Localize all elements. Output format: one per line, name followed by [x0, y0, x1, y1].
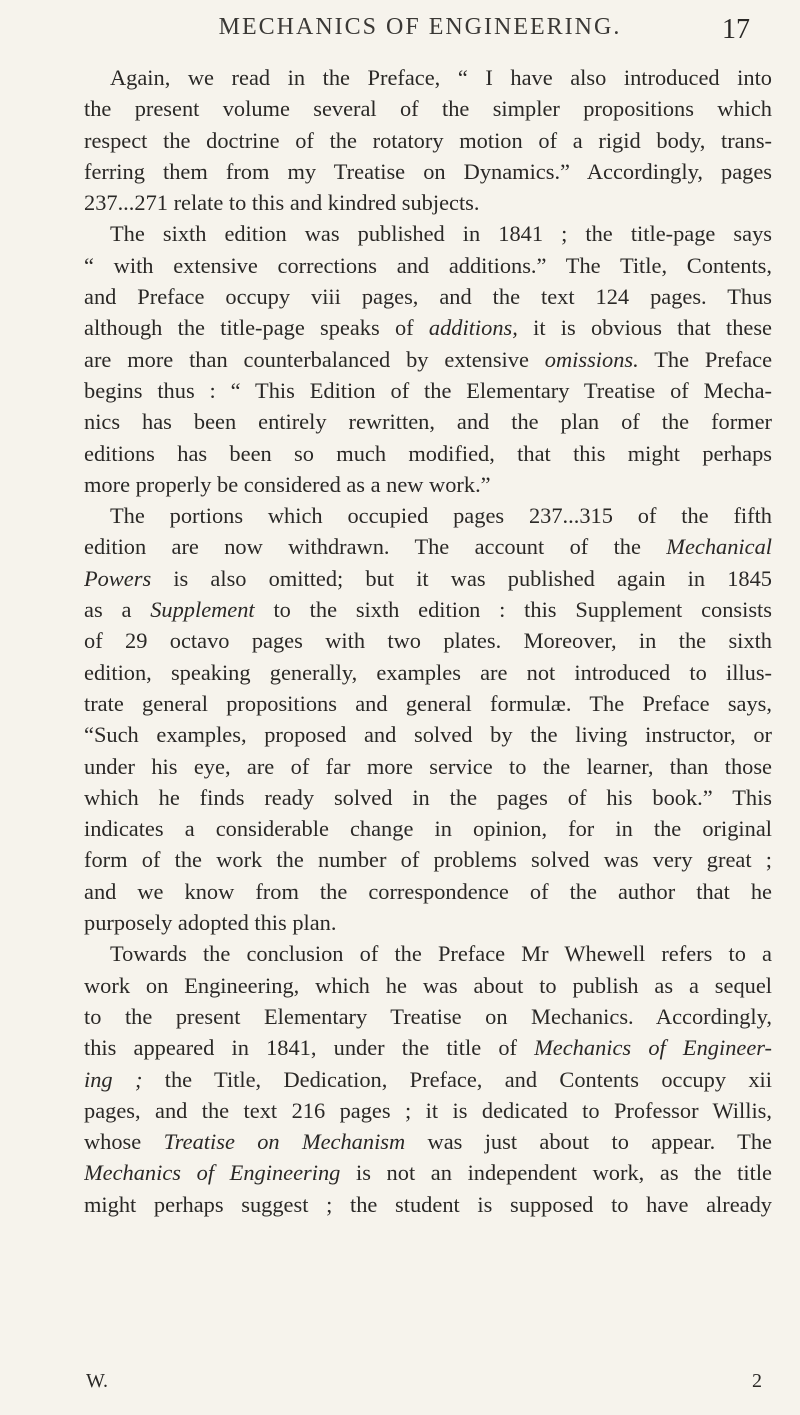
text-span: although the title-page speaks of [84, 315, 429, 341]
text-line: of 29 octavo pages with two plates. Moreover, in the sixth [84, 628, 772, 654]
body-text [84, 62, 772, 1220]
text-line: 237...271 relate to this and kindred subjects. [84, 190, 480, 216]
text-line: trate general propositions and general formulæ. The Preface says, [84, 690, 772, 716]
text-span: whose [84, 1129, 164, 1155]
text-line: to the present Elementary Treatise on Mechanics. Accordingly, [84, 1003, 772, 1029]
text-line: begins thus : “ This Edition of the Elementary Treatise of Mecha- [84, 377, 772, 403]
text-line: purposely adopted this plan. [84, 910, 337, 936]
text-line: The sixth edition was published in 1841 ; the title-page says [110, 221, 772, 247]
text-line [84, 1157, 772, 1188]
text-line: might perhaps suggest ; the student is supposed to have already [84, 1191, 772, 1217]
text-line [84, 1064, 772, 1095]
text-line: editions has been so much modified, that this might perhaps [84, 440, 772, 466]
text-line: nics has been entirely rewritten, and the plan of the former [84, 409, 772, 435]
running-title: MECHANICS OF ENGINEERING. [218, 14, 622, 40]
running-head [90, 14, 750, 54]
text-span: to the sixth edition : this Supplement consists [254, 597, 772, 623]
italic-text: Powers [84, 565, 152, 591]
text-line: the present volume several of the simpler propositions which [84, 96, 772, 122]
text-span: was just about to appear. The [405, 1129, 772, 1155]
text-line [84, 531, 772, 562]
text-span: are more than counterbalanced by extensive [84, 346, 545, 372]
text-line: which he finds ready solved in the pages of his book.” This [84, 784, 772, 810]
text-line: work on Engineering, which he was about to publish as a sequel [84, 972, 772, 998]
text-line: “ with extensive corrections and additions.” The Title, Contents, [84, 252, 772, 278]
text-line: form of the work the number of problems solved was very great ; [84, 847, 772, 873]
text-span: The Preface [638, 346, 772, 372]
text-span: is not an independent work, as the title [340, 1160, 772, 1186]
italic-text: additions, [428, 315, 518, 341]
italic-text: Mechanics of Engineer- [534, 1035, 772, 1061]
text-span: it is obvious that these [517, 315, 772, 341]
text-line [84, 344, 772, 375]
text-line: under his eye, are of far more service to the learner, than those [84, 753, 772, 779]
text-line: The portions which occupied pages 237...315 of the fifth [110, 503, 772, 529]
text-span: edition are now withdrawn. The account of the [84, 534, 667, 560]
text-line [84, 594, 772, 625]
text-span: the Title, Dedication, Preface, and Contents occupy xii [142, 1066, 772, 1092]
text-line: Towards the conclusion of the Preface Mr Whewell refers to a [110, 941, 772, 967]
text-line [84, 563, 772, 594]
italic-text: ing ; [84, 1066, 143, 1092]
italic-text: Mechanical [666, 534, 772, 560]
italic-text: Mechanics of Engineering [84, 1160, 341, 1186]
text-line: “Such examples, proposed and solved by the living instructor, or [84, 722, 772, 748]
text-span: as a [84, 597, 151, 623]
italic-text: omissions. [544, 346, 639, 372]
text-span: is also omitted; but it was published again in 1845 [151, 565, 772, 591]
text-line: more properly be considered as a new work.” [84, 471, 491, 497]
text-line: indicates a considerable change in opinion, for in the original [84, 816, 772, 842]
text-line [84, 1032, 772, 1063]
text-line: edition, speaking generally, examples are not introduced to illus- [84, 659, 772, 685]
text-line: pages, and the text 216 pages ; it is dedicated to Professor Willis, [84, 1097, 772, 1123]
text-span: this appeared in 1841, under the title of [84, 1035, 535, 1061]
text-line: ferring them from my Treatise on Dynamics.” Accordingly, pages [84, 158, 772, 184]
page-number: 17 [722, 14, 750, 45]
text-line: respect the doctrine of the rotatory motion of a rigid body, trans- [84, 127, 772, 153]
italic-text: Supplement [150, 597, 255, 623]
text-line: and Preface occupy viii pages, and the text 124 pages. Thus [84, 284, 772, 310]
italic-text: Treatise on Mechanism [163, 1129, 406, 1155]
text-line: and we know from the correspondence of the author that he [84, 878, 772, 904]
gathering-number: 2 [752, 1370, 762, 1392]
signature-mark: W. [86, 1370, 109, 1392]
text-line [84, 1126, 772, 1157]
text-line [84, 312, 772, 343]
text-line: Again, we read in the Preface, “ I have also introduced into [110, 65, 772, 90]
